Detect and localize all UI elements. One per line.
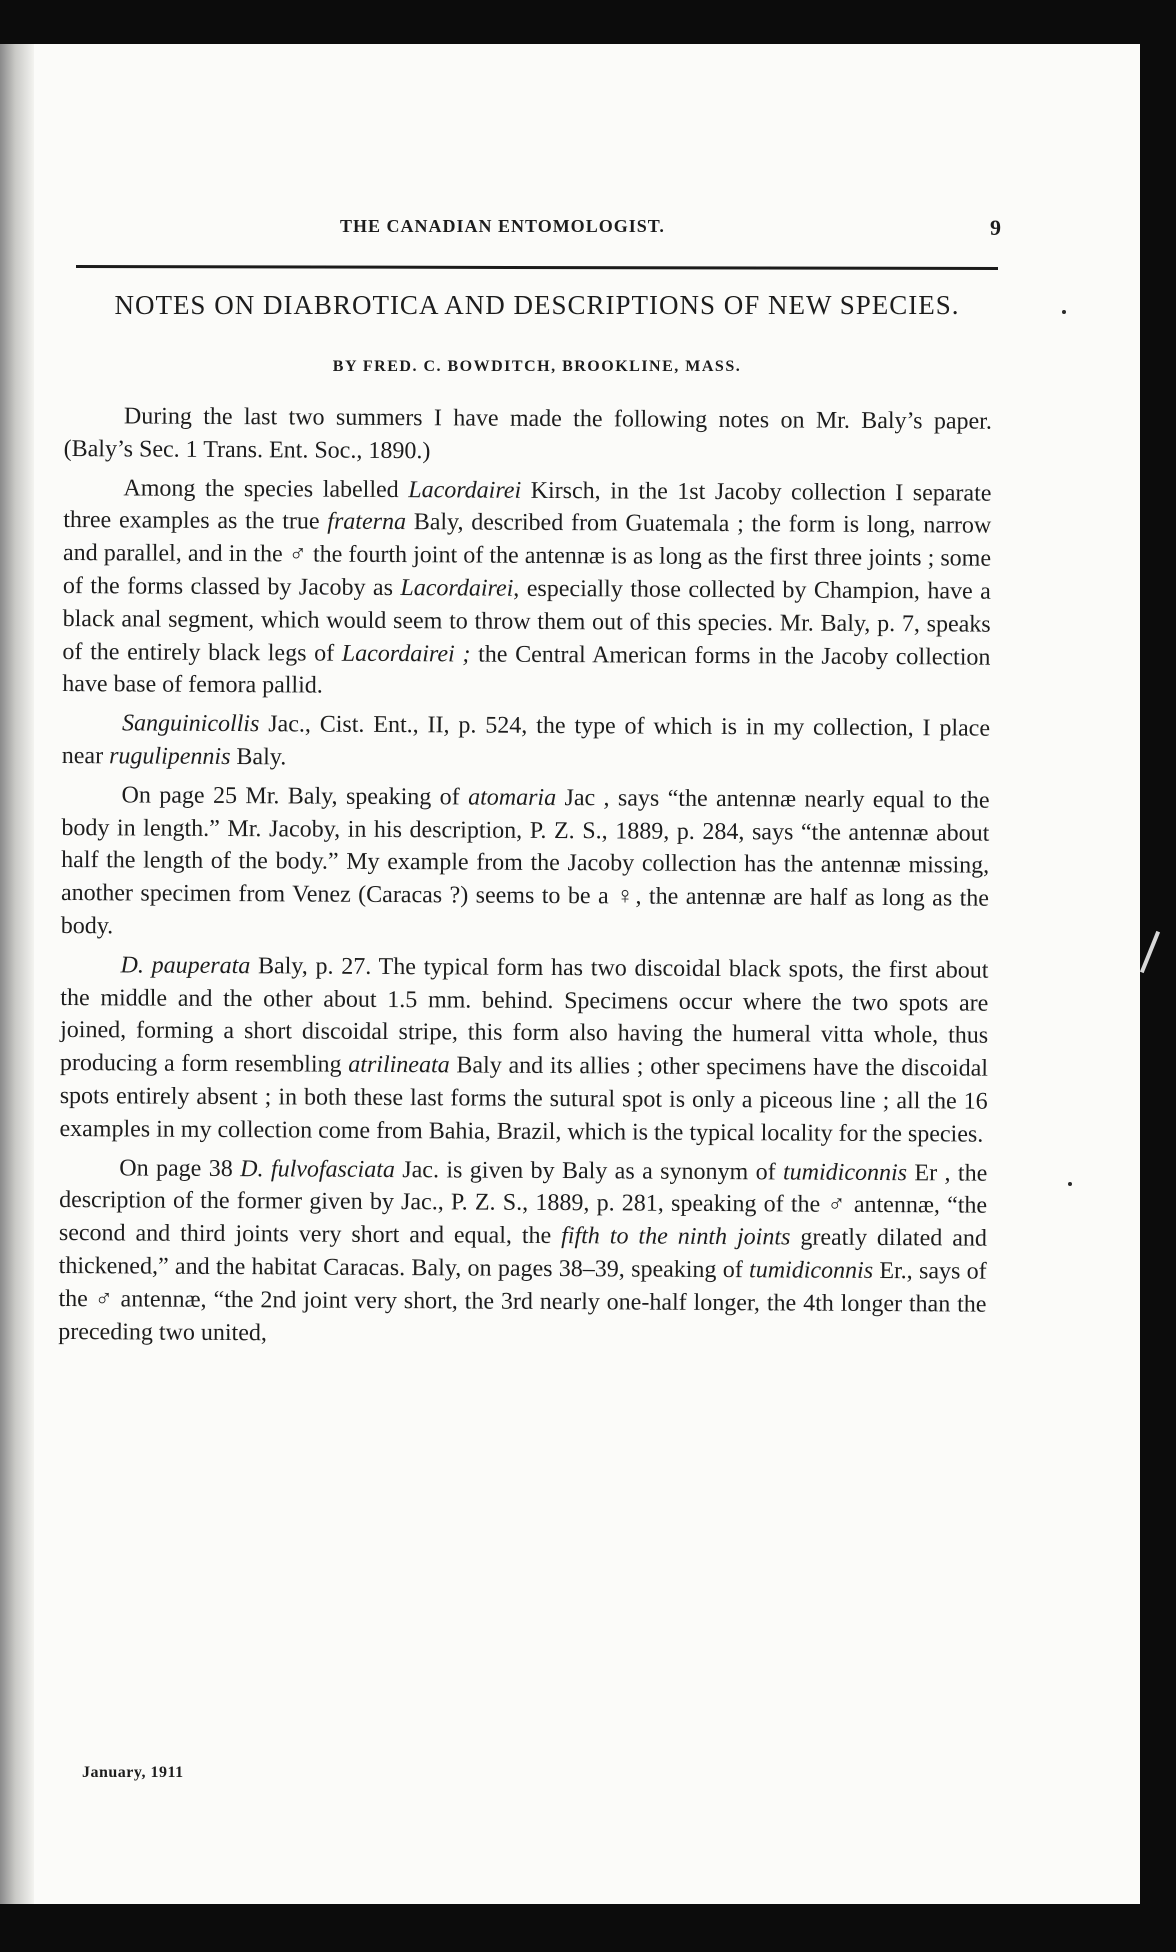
body-paragraph (62, 472, 991, 707)
italic-term: D. fulvofasciata (240, 1155, 396, 1183)
text-run: , especially those collected by Champion, have a black anal segment, which would seem to throw them out of this species. Mr. Baly, p. 7, speaks of the entirely black legs of (62, 575, 991, 667)
text-run: Er , the description of the former given by Jac., P. Z. S., 1889, p. 281, speaking of the ♂ antennæ, “the second and third joints very short and equal, the (58, 1159, 988, 1250)
italic-term: Lacordairei (408, 476, 522, 504)
italic-term: tumidiconnis (749, 1257, 874, 1284)
text-run: Kirsch, in the 1st Jacoby collection I separate three examples as the true (63, 477, 992, 536)
italic-term: Lacordairei ; (341, 640, 471, 668)
scan-edge-mark (1140, 931, 1160, 973)
text-run: Baly, p. 27. The typical form has two discoidal black spots, the first about the middle and the other about 1.5 mm. behind. Specimens occur where the two spots are joined, forming a short discoidal stripe, this form also having the humeral vitta whole, thus producing a form resembling (59, 952, 989, 1078)
header-rule (76, 265, 998, 270)
scan-speck (1068, 1182, 1072, 1186)
body-paragraph (62, 707, 990, 778)
article-body (58, 400, 992, 1360)
italic-term: rugulipennis (109, 743, 231, 770)
text-run: Baly, described from Guatemala ; the form is long, narrow and parallel, and in the ♂ the fourth joint of the antennæ is as long as the first three joints ; some of the forms classed by Jacoby as (62, 509, 992, 602)
text-run: During the last two summers I have made the following notes on Mr. Baly’s paper. (Baly’s Sec. 1 Trans. Ent. Soc., 1890.) (63, 403, 992, 465)
byline: BY FRED. C. BOWDITCH, BROOKLINE, MASS. (332, 358, 742, 375)
scan-speck (1062, 310, 1066, 314)
text-run: Jac., Cist. Ent., II, p. 524, the type of which is in my collection, I place near (61, 711, 991, 770)
italic-term: fifth to the ninth joints (561, 1223, 791, 1251)
italic-term: Lacordairei (400, 575, 514, 602)
text-run: Jac , says “the antennæ nearly equal to the body in length.” Mr. Jacoby, in his description, P. Z. S., 1889, p. 284, says “the antennæ about half the length of the body.” My example from the Jacoby collection has the antennæ missing, another specimen from Venez (Caracas ?) seems to be a ♀, the antennæ are half as long as the body. (60, 784, 990, 940)
text-run: Er., says of the ♂ antennæ, “the 2nd joint very short, the 3rd nearly one-half longer, the 4th longer than the preceding two united, (58, 1257, 987, 1346)
page-number: 9 (990, 215, 1001, 240)
italic-term: atomaria (468, 784, 557, 811)
italic-term: fraterna (327, 509, 407, 536)
text-run: On page 38 (119, 1154, 241, 1182)
text-run: greatly dilated and thickened,” and the habitat Caracas. Baly, on pages 38–39, speaking of (58, 1224, 987, 1284)
issue-date: January, 1911 (82, 1764, 184, 1781)
text-run: the Central American forms in the Jacoby collection have base of femora pallid. (62, 641, 991, 699)
binding-shadow (0, 44, 34, 1904)
running-title: THE CANADIAN ENTOMOLOGIST. (340, 216, 665, 236)
journal-page (0, 44, 1140, 1904)
italic-term: D. pauperata (120, 952, 251, 979)
body-paragraph (61, 779, 990, 949)
text-run: Baly and its allies ; other specimens have the discoidal spots entirely absent ; in both these last forms the sutural spot is only a piceous line ; all the 16 examples in my collection come from Bahia, Brazil, which is the typical locality for the species. (59, 1052, 989, 1148)
italic-term: tumidiconnis (782, 1158, 908, 1186)
body-paragraph (64, 400, 992, 471)
text-run: Jac. is given by Baly as a synonym of (394, 1156, 784, 1185)
text-run: Baly. (230, 743, 287, 771)
italic-term: Sanguinicollis (121, 710, 260, 738)
text-run: Among the species labelled (123, 474, 409, 503)
italic-term: atrilineata (348, 1051, 450, 1079)
body-paragraph (59, 949, 988, 1151)
body-paragraph (58, 1152, 987, 1354)
article-title: NOTES ON DIABROTICA AND DESCRIPTIONS OF NEW SPECIES. (114, 290, 960, 320)
text-run: On page 25 Mr. Baly, speaking of (121, 782, 469, 811)
